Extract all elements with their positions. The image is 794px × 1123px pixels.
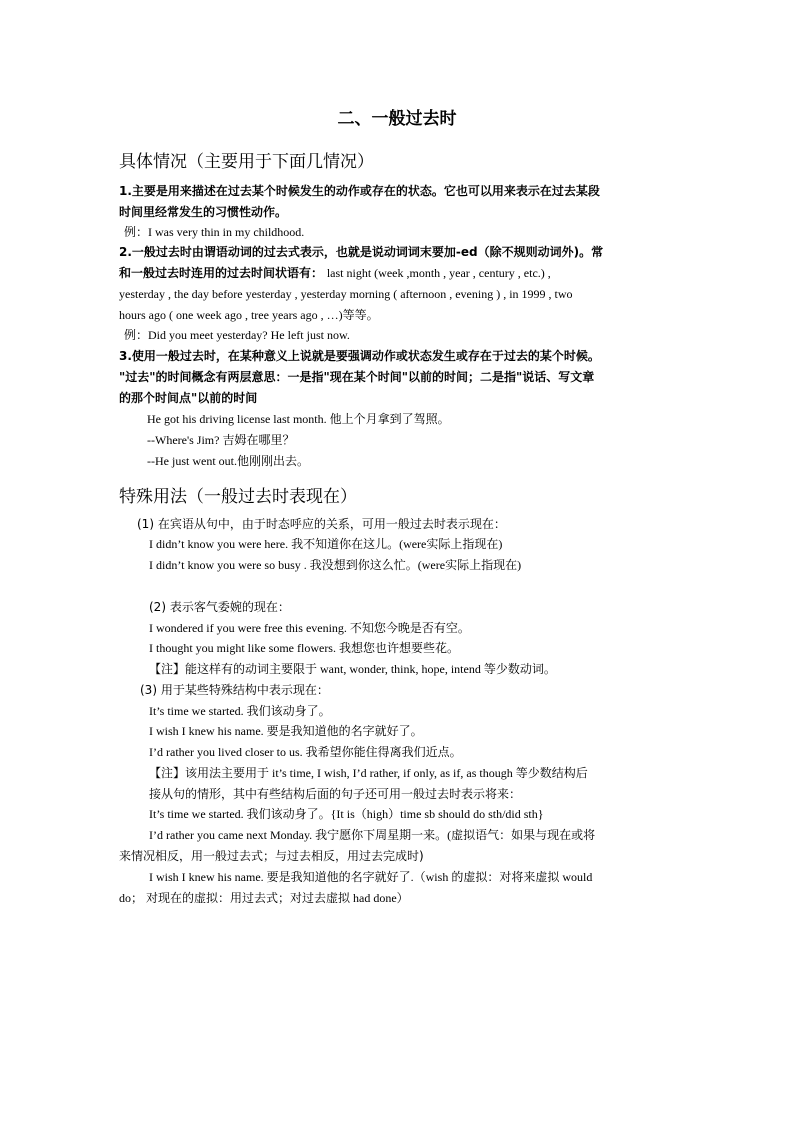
example-1: 例：I was very thin in my childhood. (124, 225, 305, 239)
paragraph-2-line-2-text: last night (week ,month , year , century , etc.) , (326, 266, 551, 280)
usage-3-note-line-1: 【注】该用法主要用于 it’s time, I wish, I’d rather, if only, as if, as though 等少数结构后 (149, 766, 588, 780)
usage-3-example-b: I wish I knew his name. 要是我知道他的名字就好了。 (149, 724, 423, 738)
section-heading-special-text: 特殊用法（一般过去时表现在） (119, 487, 357, 507)
example-3a: He got his driving license last month. 他上个月拿到了驾照。 (147, 412, 450, 426)
paragraph-2-line-2 (119, 265, 551, 281)
page-title: 二、一般过去时 (337, 109, 457, 129)
usage-2-example-b: I thought you might like some flowers. 我想您也许想要些花。 (149, 641, 459, 655)
usage-1-example-a: I didn’t know you were here. 我不知道你在这儿。(were实际上指现在) (149, 537, 503, 551)
usage-3-example-e-line-2: 来情况相反，用一般过去式；与过去相反，用过去完成时) (119, 849, 424, 863)
usage-3-example-f-line-1: I wish I knew his name. 要是我知道他的名字就好了.（wish 的虚拟：对将来虚拟 would (149, 870, 593, 884)
usage-1-example-b: I didn’t know you were so busy . 我没想到你这么忙。(were实际上指现在) (149, 558, 522, 572)
usage-2-example-a: I wondered if you were free this evening. 不知您今晚是否有空。 (149, 621, 470, 635)
section-heading-special (119, 482, 357, 507)
paragraph-2-line-3: yesterday , the day before yesterday , yesterday morning ( afternoon , evening ) , in 1999 , two (119, 287, 573, 301)
usage-3-example-d: It’s time we started. 我们该动身了。{It is（high）time sb should do sth/did sth} (149, 807, 544, 821)
example-2: 例：Did you meet yesterday? He left just now. (124, 328, 350, 342)
example-3b: --Where's Jim? 吉姆在哪里？ (147, 433, 295, 447)
usage-3-example-a: It’s time we started. 我们该动身了。 (149, 704, 331, 718)
paragraph-1-line-1: 1.主要是用来描述在过去某个时候发生的动作或存在的状态。它也可以用来表示在过去某段 (119, 184, 600, 198)
usage-2-note: 【注】能这样有的动词主要限于 want, wonder, think, hope, intend 等少数动词。 (149, 662, 556, 676)
paragraph-2-line-2-bold: 和一般过去时连用的过去时间状语有： (119, 266, 324, 280)
usage-3-example-c: I’d rather you lived closer to us. 我希望你能住得离我们近点。 (149, 745, 462, 759)
usage-2: (2) 表示客气委婉的现在： (149, 600, 290, 614)
example-3c: --He just went out.他刚刚出去。 (147, 454, 309, 468)
paragraph-2-line-1: 2.一般过去时由谓语动词的过去式表示，也就是说动词词末要加-ed（除不规则动词外)。常 (119, 245, 604, 259)
usage-3-note-line-2: 接从句的情形，其中有些结构后面的句子还可用一般过去时表示将来： (149, 787, 522, 801)
usage-3: (3) 用于某些特殊结构中表示现在： (140, 683, 329, 697)
paragraph-1-line-2: 时间里经常发生的习惯性动作。 (119, 205, 288, 219)
paragraph-3-line-1: 3.使用一般过去时，在某种意义上说就是要强调动作或状态发生或存在于过去的某个时候。 (119, 349, 600, 363)
usage-1: (1) 在宾语从句中，由于时态呼应的关系，可用一般过去时表示现在： (137, 517, 506, 531)
usage-3-example-e-line-1: I’d rather you came next Monday. 我宁愿你下周星期一来。(虚拟语气：如果与现在或将 (149, 828, 596, 842)
paragraph-3-line-2: "过去"的时间概念有两层意思：一是指"现在某个时间"以前的时间；二是指"说话、写文章 (119, 370, 595, 384)
usage-3-example-f-line-2: do； 对现在的虚拟：用过去式；对过去虚拟 had done） (119, 891, 409, 905)
section-heading-specific: 具体情况（主要用于下面几情况） (119, 152, 374, 172)
paragraph-2-line-4: hours ago ( one week ago , tree years ago , …)等等。 (119, 308, 379, 322)
paragraph-3-line-3: 的那个时间点"以前的时间 (119, 391, 258, 405)
